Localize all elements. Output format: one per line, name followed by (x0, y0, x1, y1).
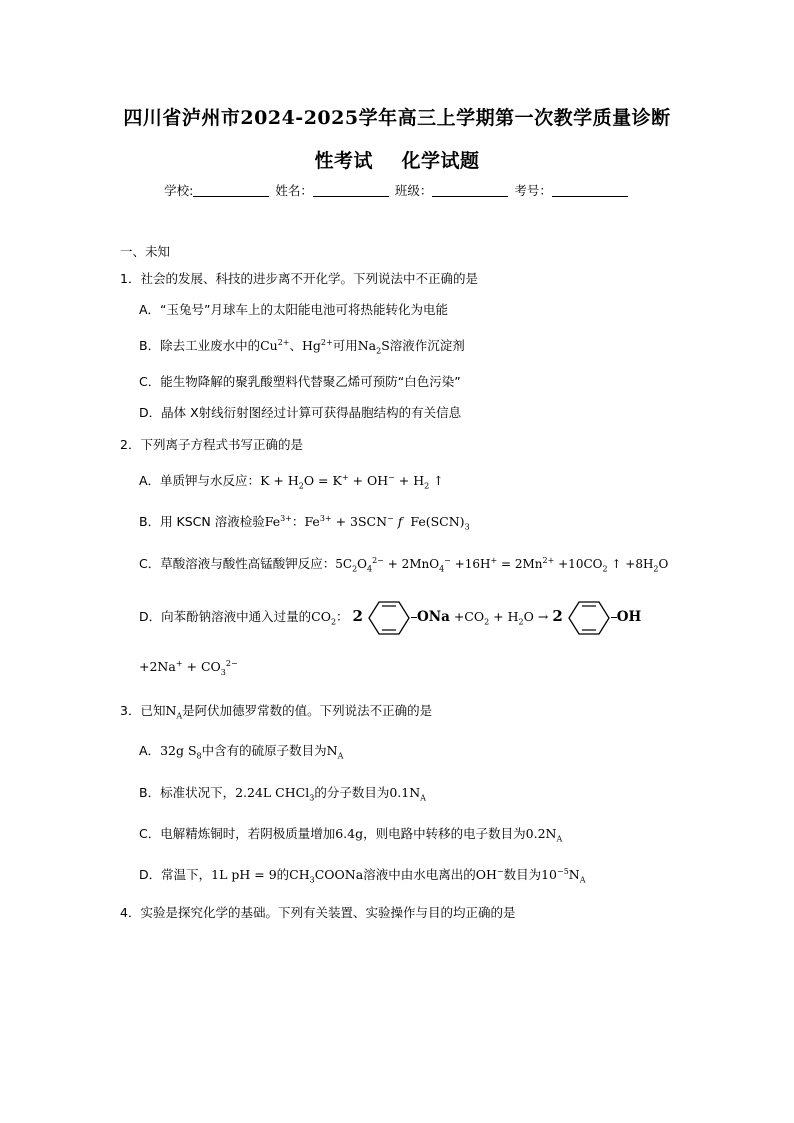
q2-b-text: B．用 KSCN 溶液检验 (139, 514, 265, 529)
q2-b-equation: $Fe^{3+} + 3SCN^-$ f $Fe(SCN)_3$ (304, 513, 470, 532)
q3-b-value: $0.1N_A$ (389, 785, 426, 803)
q3-b-label: B．标准状况下， (139, 785, 236, 800)
q3-d-text1: 的 (276, 867, 290, 882)
q2-c-text: C．草酸溶液与酸性高锰酸钾反应： (139, 556, 336, 571)
q3-d-value: $10^{-5}N_A$ (541, 866, 586, 885)
q2-option-b (139, 513, 470, 531)
q3-d-oh: OH− (475, 866, 504, 882)
q3-d-ph: 1L pH = 9 (211, 867, 277, 882)
q2-d-colon: ： (336, 609, 349, 624)
q2-option-a (139, 472, 444, 490)
q1-b-text1: B．除去工业废水中的 (139, 338, 261, 353)
q2-d-ona: ONa (416, 609, 450, 625)
q1-b-sep: 、 (289, 338, 303, 353)
q1-option-d: D．晶体 X射线衍射图经过计算可获得晶胞结构的有关信息 (139, 405, 462, 420)
q3-stem (120, 702, 432, 720)
q2-d-oh: OH (616, 609, 642, 625)
exam-number-label: 考号： (514, 183, 552, 198)
class-blank[interactable] (432, 184, 508, 197)
q3-d-salt: $CH_3COONa$ (289, 867, 364, 885)
school-blank[interactable] (193, 184, 269, 197)
q2-option-d-continued (139, 658, 238, 676)
benzene-ring-icon (567, 600, 611, 636)
q3-c-value: $0.2N_A$ (525, 826, 563, 844)
q2-d-coef2: 2 (552, 607, 563, 625)
q3-stem-pre: 3．已知 (120, 703, 166, 718)
q2-d-co2: $CO_2$ (311, 609, 337, 627)
q3-c-mass: 6.4g (335, 826, 364, 841)
q3-stem-post: 是阿伏加德罗常数的值。下列说法不正确的是 (182, 703, 433, 718)
q2-b-colon: ： (291, 514, 305, 529)
student-info-row (0, 181, 794, 199)
q1-b-text3: 溶液作沉淀剂 (389, 338, 465, 353)
name-blank[interactable] (313, 184, 389, 197)
q1-b-cu: $Cu^{2+}$ (260, 337, 290, 353)
q2-d-text: D．向苯酚钠溶液中通入过量的 (139, 609, 312, 624)
q1-option-b (139, 337, 465, 355)
exam-number-blank[interactable] (552, 184, 628, 197)
q2-b-fe: $Fe^{3+}$ (264, 513, 292, 529)
q1-b-text2: 可用 (332, 338, 358, 353)
q2-option-d (139, 598, 641, 636)
q2-a-equation: $K + H_2O = K^+ + OH^- + H_2$ ↑ (260, 472, 444, 491)
q3-a-value: $N_A$ (326, 743, 344, 761)
q1-option-a: A．“玉兔号”月球车上的太阳能电池可将热能转化为电能 (139, 302, 449, 317)
q3-d-text2: 溶液中由水电离出的 (363, 867, 476, 882)
q3-option-a (139, 742, 343, 760)
section-heading: 一、未知 (120, 244, 171, 259)
q2-option-c (139, 555, 668, 573)
q3-a-text: 中含有的硫原子数目为 (201, 743, 327, 758)
q1-b-hg: $Hg^{2+}$ (302, 337, 333, 353)
q3-c-text: C．电解精炼铜时，若阴极质量增加 (139, 826, 336, 841)
q1-b-na2s: $Na_2S$ (357, 338, 390, 356)
q3-d-label: D．常温下， (139, 867, 212, 882)
q2-d-mid-equation: $+CO_2 + H_2O$ → (453, 609, 549, 627)
class-label: 班级： (394, 183, 433, 198)
q3-option-c (139, 825, 562, 843)
q2-d-coef1: 2 (352, 607, 363, 625)
name-label: 姓名： (275, 183, 313, 198)
q3-na-symbol: $N_A$ (165, 703, 183, 721)
q3-a-formula: 32g $S_8$ (160, 743, 202, 761)
q3-c-text2: ，则电路中转移的电子数目为 (363, 826, 526, 841)
q3-d-text3: 数目为 (503, 867, 542, 882)
q1-option-c: C．能生物降解的聚乳酸塑料代替聚乙烯可预防“白色污染” (139, 374, 461, 389)
q2-a-text: A．单质钾与水反应： (139, 473, 261, 488)
q1-stem: 1．社会的发展、科技的进步离不开化学。下列说法中不正确的是 (120, 271, 478, 286)
q3-b-text: 的分子数目为 (314, 785, 390, 800)
q2-c-equation: $5C_2O_4^{2-} + 2MnO_4^- +16H^+ = 2Mn^{2+} +10CO_2$ ↑ $+8H_2O$ (335, 556, 669, 574)
q4-stem: 4．实验是探究化学的基础。下列有关装置、实验操作与目的均正确的是 (120, 905, 516, 920)
benzene-ring-icon (367, 600, 411, 636)
page-title-line2: 性考试 化学试题 (314, 150, 480, 172)
q3-option-d (139, 866, 586, 884)
page-title-line1: 四川省泸州市2024-2025学年高三上学期第一次教学质量诊断 (123, 107, 671, 129)
q2-d-tail: $+2Na^+ + CO_3^{2-}$ (139, 658, 238, 677)
q3-b-formula: 2.24L CHCl$_3$ (235, 785, 315, 803)
q3-option-b (139, 784, 426, 802)
q2-stem: 2．下列离子方程式书写正确的是 (120, 437, 303, 452)
school-label: 学校: (164, 183, 194, 198)
q3-a-label: A． (139, 743, 161, 758)
